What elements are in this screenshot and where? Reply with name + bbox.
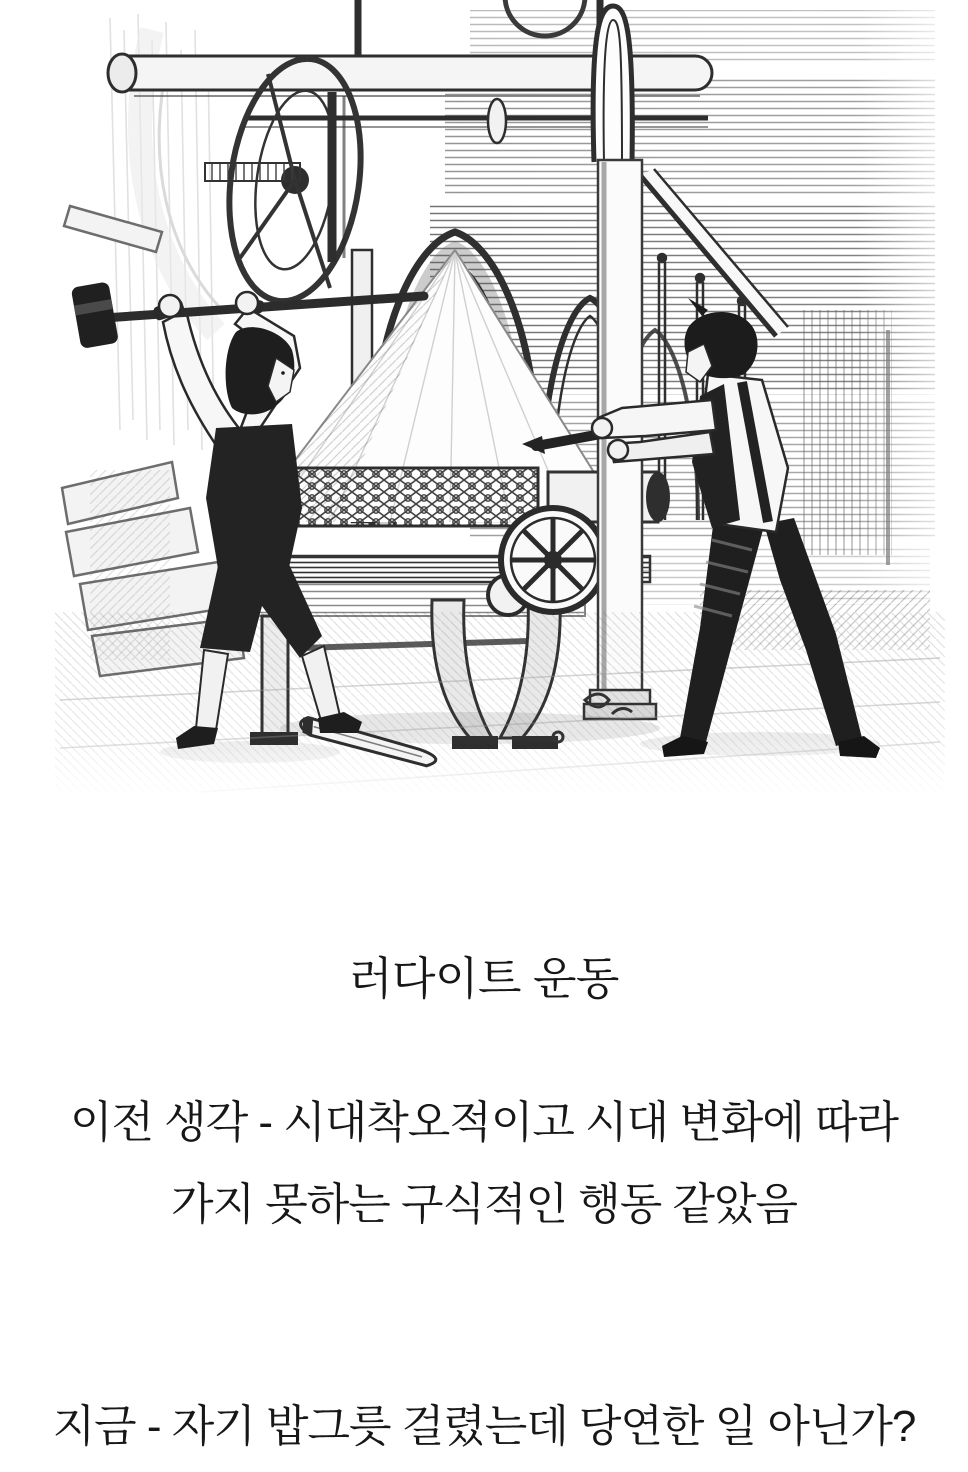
caption-body-line-1: 이전 생각 - 시대착오적이고 시대 변화에 따라 (69, 1098, 899, 1147)
caption-body-line-2: 가지 못하는 구식적인 행동 같았음 (171, 1180, 797, 1229)
caption-title: 러다이트 운동 (349, 953, 619, 1004)
caption-body (0, 1082, 968, 1246)
caption-footer: 지금 - 자기 밥그릇 걸렸는데 당연한 일 아닌가? (52, 1402, 916, 1451)
